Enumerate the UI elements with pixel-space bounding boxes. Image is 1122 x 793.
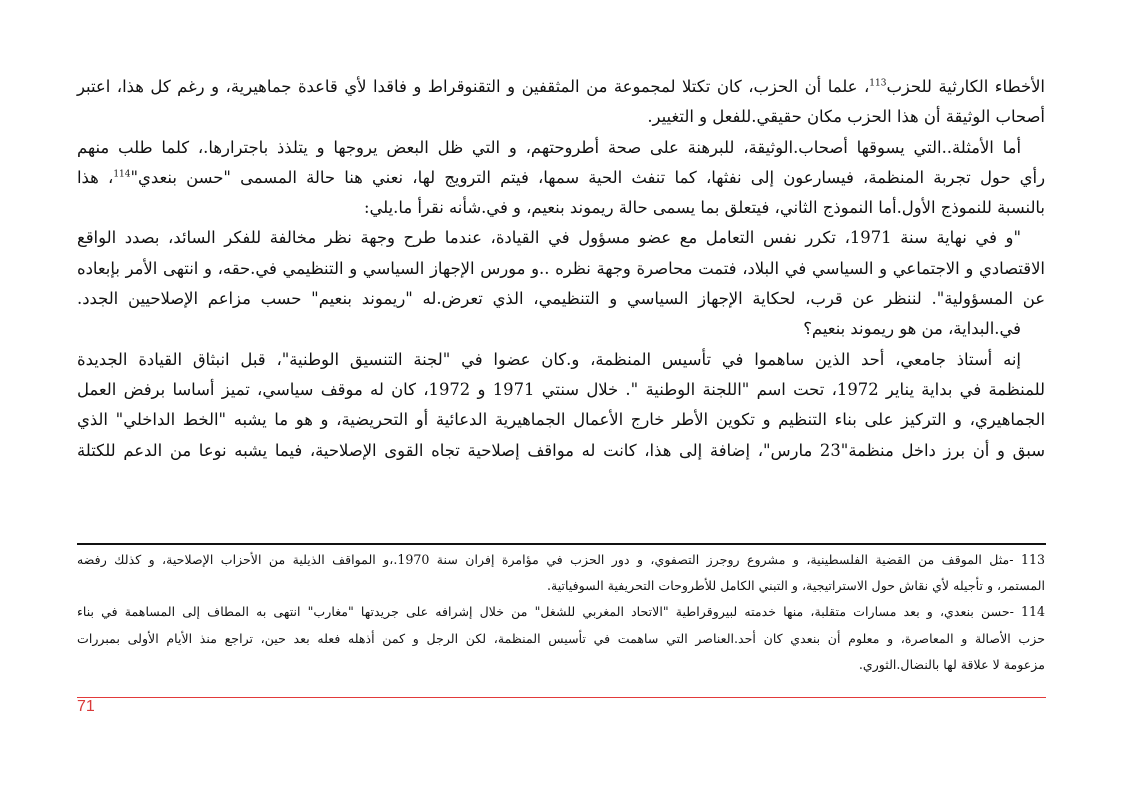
main-body-text	[77, 72, 1045, 466]
footnote-113-line: المستمر، و تأجيله لأي نقاش حول الاستراتيجية، و التبني الكامل للأطروحات التحريفية السوفياتية.	[546, 578, 1045, 594]
quote-line: "و في نهاية سنة 1971، تكرر نفس التعامل مع عضو مسؤول في القيادة، عندما طرح وجهة نظر مخالفة للفكر السائد، بصدد الواقع	[77, 228, 1021, 248]
footnote-114-line: حزب الأصالة و المعاصرة، و معلوم أن بنعدي كان أحد.العناصر التي ساهمت في تأسيس المنظمة، لكن الرجل و كمن أذهله فعله بعد حين، تراجع منذ الأيام الأولى بمبررات	[77, 630, 1045, 646]
body-line: أما الأمثلة..التي يسوقها أصحاب.الوثيقة، للبرهنة على صحة أطروحتهم، و التي ظل البعض يروجها و يتلذذ باجترارها.، كلما طلب منهم	[77, 137, 1021, 157]
footnote-114-line: مزعومة لا علاقة لها بالنضال.الثوري.	[858, 656, 1045, 672]
body-line: رأي حول تجربة المنظمة، فيسارعون إلى نفثها، كما تنفث الحية سمها، فيتم الترويج لها، نعني هنا حالة المسمى "حسن بنعدي"$^{114}$، هذا	[77, 167, 1045, 187]
body-line: أصحاب الوثيقة أن هذا الحزب مكان حقيقي.للفعل و التغيير.	[647, 107, 1045, 127]
footnote-113-line: 113 -مثل الموقف من القضية الفلسطينية، و مشروع روجرز التصفوي، و دور الحزب في مؤامرة إفران سنة 1970.،و المواقف الذيلية من الأحزاب الإصلاحية، و كذلك رفضه	[77, 552, 1045, 567]
body-line: في.البداية، من هو ريموند بنعيم؟	[803, 319, 1021, 339]
footnote-114-line: 114 -حسن بنعدي، و بعد مسارات متقلبة، منها خدمته لبيروقراطية "الاتحاد المغربي للشغل" من خلال إشرافه على جريدتها "مغارب" انتهى به المطاف إلى المساهمة في بناء	[77, 604, 1045, 620]
body-line: الأخطاء الكارثية للحزب$^{113}$، علما أن الحزب، كان تكتلا لمجموعة من المثقفين و التقنوقراط و فاقدا لأي قاعدة جماهيرية، و رغم كل هذا، اعتبر	[77, 77, 1045, 96]
footer-rule	[77, 697, 1046, 698]
footnote-separator	[77, 543, 1046, 545]
body-line: إنه أستاذ جامعي، أحد الذين ساهموا في تأسيس المنظمة، و.كان عضوا في "لجنة التنسيق الوطنية"، قبل انبثاق القيادة الجديدة	[77, 349, 1021, 369]
footnote-ref-114[interactable]: 114	[113, 169, 131, 180]
body-line: سبق و أن برز داخل منظمة"23 مارس"، إضافة إلى هذا، كانت له مواقف إصلاحية تجاه القوى الإصلاحية، فيما يشبه نوعا من الدعم للكتلة	[77, 440, 1045, 460]
body-line: عن المسؤولية". لننظر عن قرب، لحكاية الإجهاز السياسي و التنظيمي، الذي تعرض.له "ريموند بنعيم" حسب مزاعم الإصلاحيين الجدد.	[77, 289, 1045, 309]
body-line: بالنسبة للنموذج الأول.أما النموذج الثاني، فيتعلق بما يسمى حالة ريموند بنعيم، و في.شأنه نقرأ ما.يلي:	[363, 198, 1045, 218]
body-line: الجماهيري، و التركيز على بناء التنظيم و تكوين الأطر خارج الأعمال الجماهيرية الدعائية أو التحريضية، و هو ما يشبه "الخط الداخلي" الذي	[77, 410, 1045, 430]
footnote-ref-113[interactable]: 113	[869, 78, 887, 89]
quote-line: الاقتصادي و الاجتماعي و السياسي في البلاد، فتمت محاصرة وجهة نظره ..و مورس الإجهاز السياسي و التنظيمي في.حقه، و انتهى الأمر بإبعاده	[77, 258, 1045, 278]
body-line: للمنظمة في بداية يناير 1972، تحت اسم "اللجنة الوطنية ". خلال سنتي 1971 و 1972، كان له موقف سياسي، تميز أساسا برفض العمل	[77, 379, 1045, 399]
footnotes	[77, 547, 1045, 678]
page-number: 71	[77, 698, 95, 715]
